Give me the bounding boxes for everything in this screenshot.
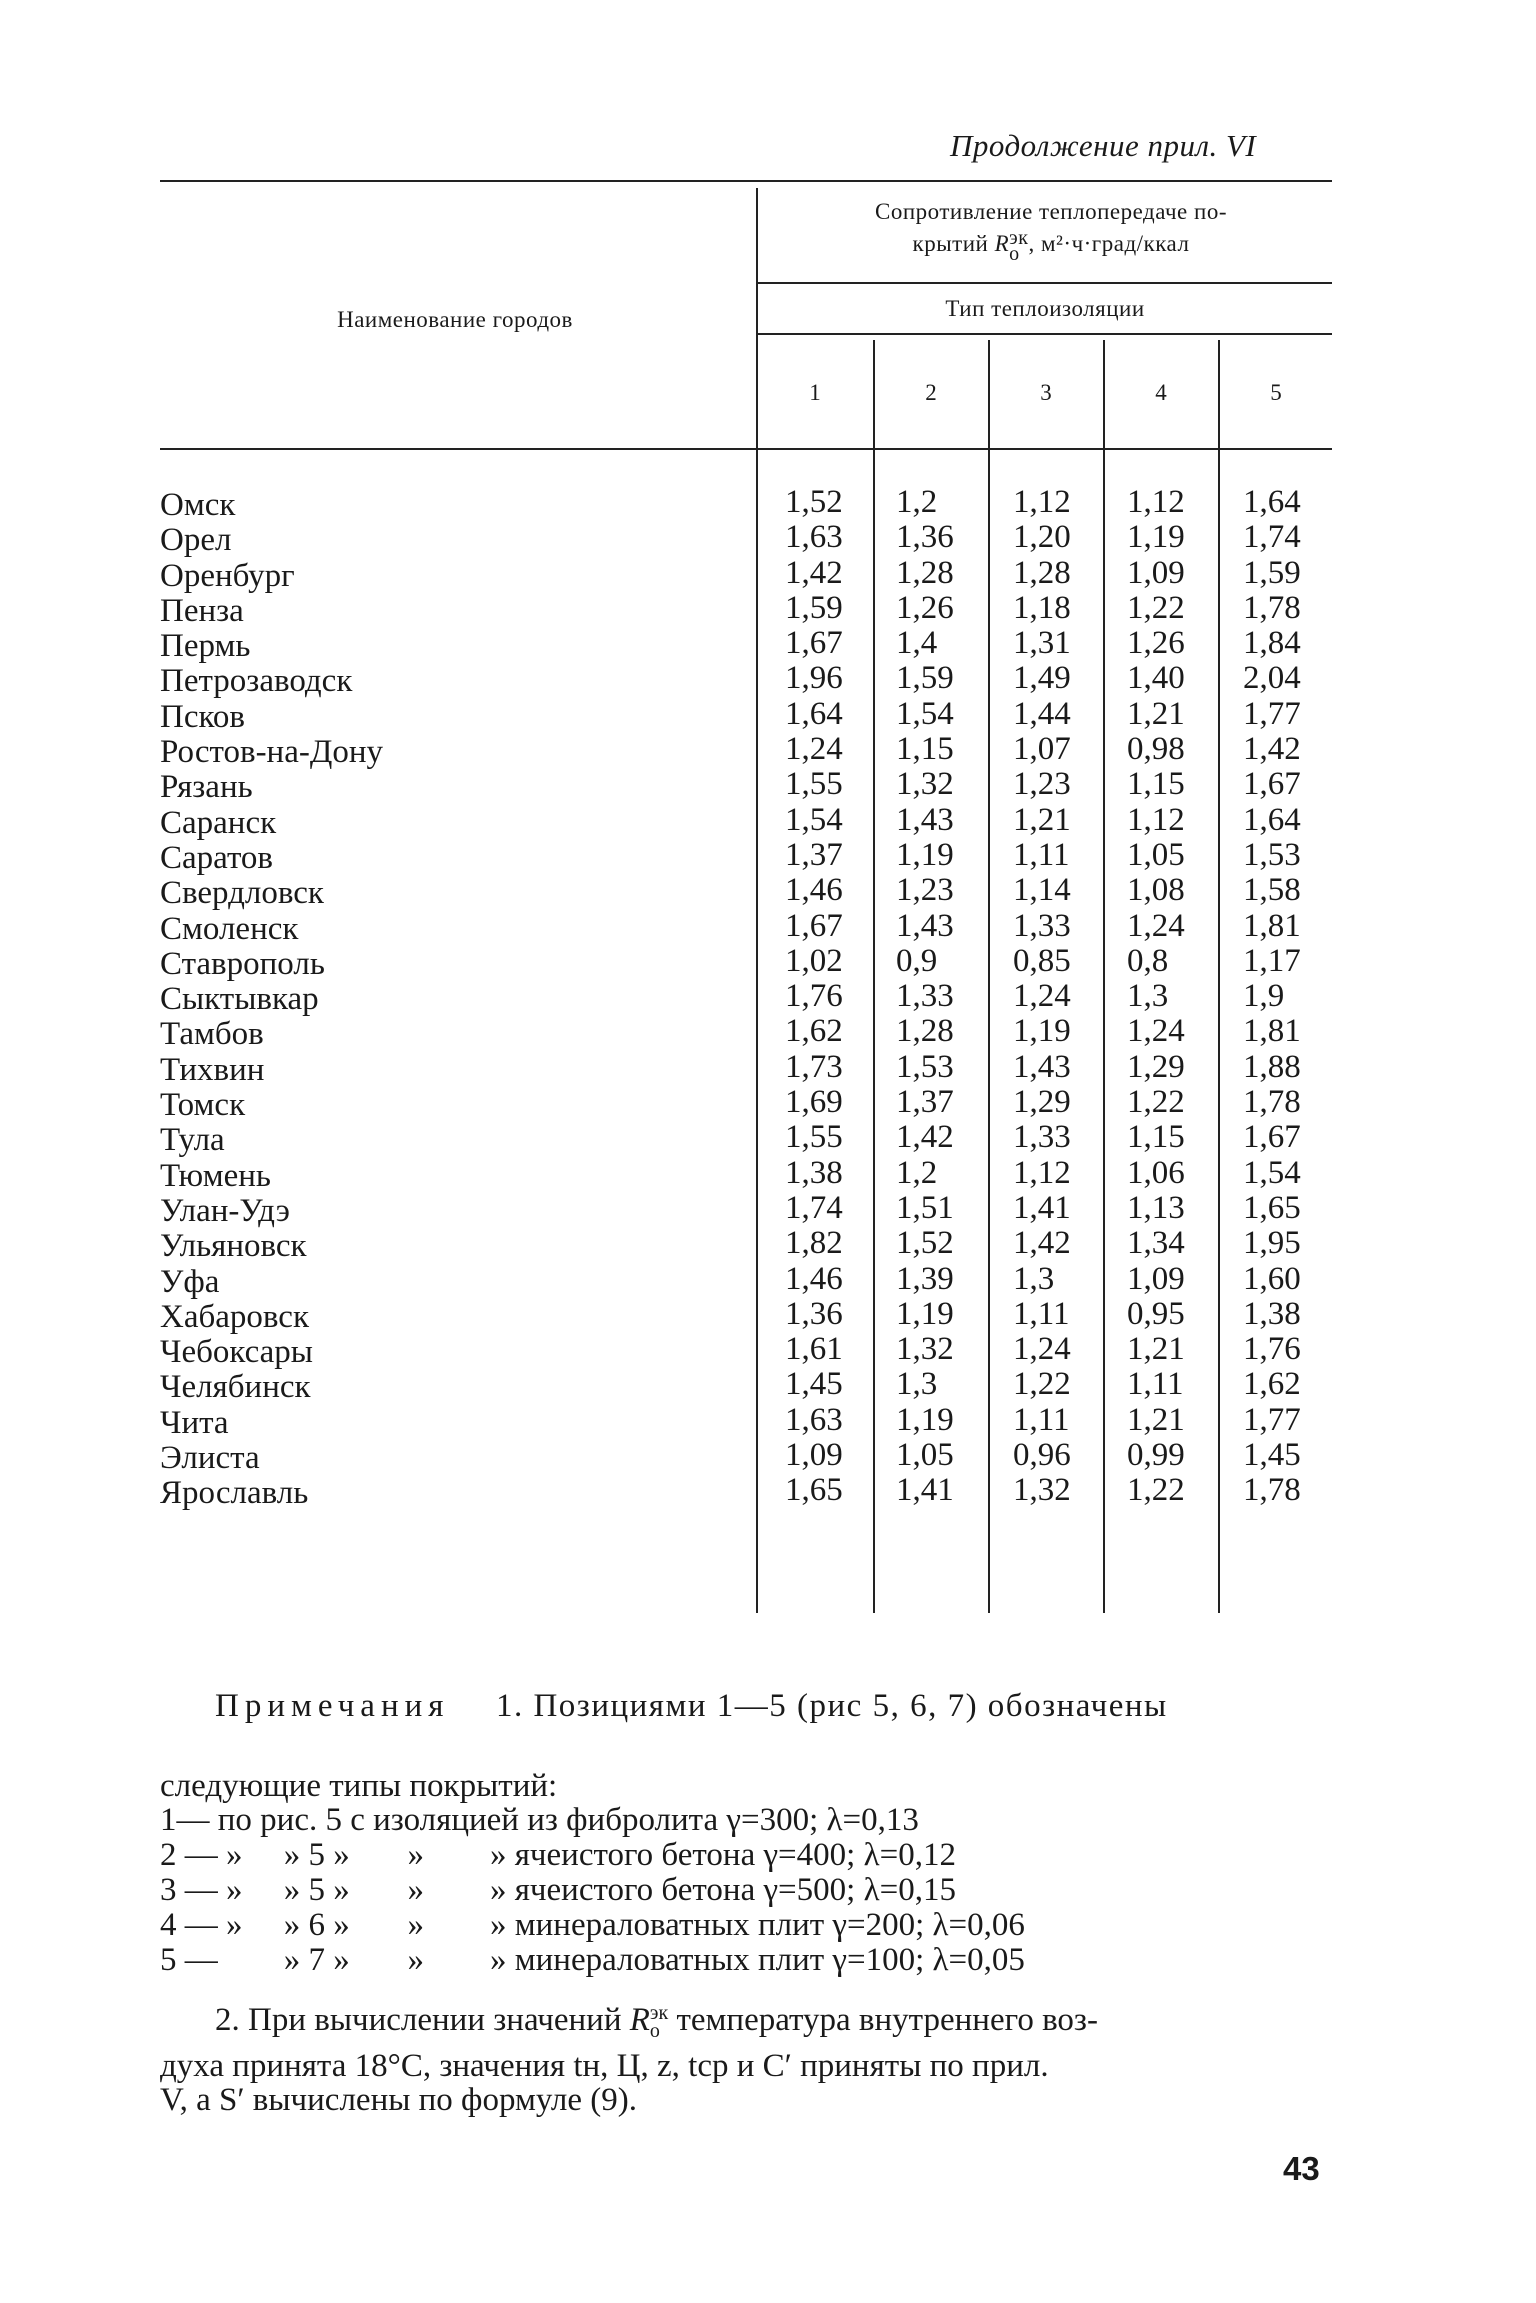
table-cell: 1,78 xyxy=(1243,589,1301,626)
table-cell: 1,12 xyxy=(1013,1154,1071,1191)
table-cell: 1,54 xyxy=(896,695,954,732)
city-name: Тула xyxy=(160,1122,225,1159)
note2-resistance-sub: о xyxy=(649,2020,660,2043)
table-cell: 1,12 xyxy=(1013,484,1071,520)
table-cell: 0,8 xyxy=(1127,942,1169,979)
column-number-3: 3 xyxy=(1040,380,1052,405)
table-cell: 1,19 xyxy=(1013,1013,1071,1050)
table-cell: 1,22 xyxy=(1127,1472,1185,1509)
values-column-4 xyxy=(1127,485,1185,1509)
city-name: Тамбов xyxy=(160,1016,264,1053)
table-vline-1 xyxy=(873,340,875,1613)
table-cell: 1,78 xyxy=(1243,1472,1301,1509)
table-cell: 1,09 xyxy=(785,1437,843,1474)
table-cell: 1,64 xyxy=(1243,801,1301,838)
note2-resistance-symbol: R xyxy=(629,2002,650,2038)
table-cell: 1,31 xyxy=(1013,625,1071,662)
table-cell: 1,52 xyxy=(896,1225,954,1262)
table-cell: 1,17 xyxy=(1243,942,1301,979)
table-cell: 1,09 xyxy=(1127,1260,1185,1297)
table-cell: 1,11 xyxy=(1013,1295,1070,1332)
table-cell: 1,55 xyxy=(785,1119,843,1156)
table-cell: 1,28 xyxy=(896,1013,954,1050)
table-cell: 1,76 xyxy=(1243,1331,1301,1368)
city-name: Псков xyxy=(160,698,245,735)
table-cell: 1,21 xyxy=(1127,695,1185,732)
table-cell: 1,12 xyxy=(1127,484,1185,520)
table-cell: 1,54 xyxy=(785,801,843,838)
city-name: Оренбург xyxy=(160,557,295,594)
table-cell: 1,15 xyxy=(1127,766,1185,803)
note1-intro: 1. Позициями 1—5 (рис 5, 6, 7) обозначены xyxy=(495,1688,1168,1724)
table-cell: 1,3 xyxy=(1013,1260,1055,1297)
note2-line2: духа принята 18°С, значения tн, Ц, z, tср и С′ приняты по прил. xyxy=(160,2048,1049,2084)
table-cell: 1,37 xyxy=(896,1084,954,1121)
table-cell: 1,67 xyxy=(1243,766,1301,803)
note2-resistance-sup: эк xyxy=(649,2002,669,2025)
table-cell: 1,43 xyxy=(1013,1048,1071,1085)
table-cell: 1,22 xyxy=(1127,1084,1185,1121)
table-cell: 1,19 xyxy=(1127,519,1185,556)
resistance-header xyxy=(770,195,1332,265)
table-cell: 1,59 xyxy=(785,589,843,626)
table-cell: 1,20 xyxy=(1013,519,1071,556)
resistance-symbol: R xyxy=(994,231,1010,256)
city-name: Пенза xyxy=(160,592,244,629)
table-cell: 1,67 xyxy=(785,907,843,944)
city-name: Хабаровск xyxy=(160,1298,309,1335)
table-cell: 1,08 xyxy=(1127,872,1185,909)
table-cell: 1,82 xyxy=(785,1225,843,1262)
table-cell: 1,84 xyxy=(1243,625,1301,662)
table-cell: 1,32 xyxy=(896,766,954,803)
table-vline-2 xyxy=(988,340,990,1613)
table-cell: 1,74 xyxy=(785,1189,843,1226)
city-name: Чита xyxy=(160,1404,229,1441)
table-cell: 1,34 xyxy=(1127,1225,1185,1262)
values-column-2 xyxy=(896,485,954,1509)
table-cell: 1,64 xyxy=(1243,484,1301,520)
note2-part2: температура внутреннего воз- xyxy=(676,2002,1098,2038)
table-cell: 1,41 xyxy=(1013,1189,1071,1226)
table-cell: 1,43 xyxy=(896,801,954,838)
table-cell: 1,44 xyxy=(1013,695,1071,732)
values-column-5 xyxy=(1243,485,1301,1509)
table-cell: 1,63 xyxy=(785,519,843,556)
table-cell: 1,26 xyxy=(1127,625,1185,662)
table-cell: 1,24 xyxy=(1013,1331,1071,1368)
table-cell: 1,73 xyxy=(785,1048,843,1085)
table-cell: 0,85 xyxy=(1013,942,1071,979)
table-cell: 1,2 xyxy=(896,484,938,520)
resistance-header-line2 xyxy=(770,226,1332,265)
note-item-5: 5 — » 7 » » » минераловатных плит γ=100; λ=0,05 xyxy=(160,1942,1025,1978)
table-cell: 0,9 xyxy=(896,942,938,979)
table-vline-3 xyxy=(1103,340,1105,1613)
table-cell: 1,45 xyxy=(785,1366,843,1403)
table-cell: 1,33 xyxy=(1013,907,1071,944)
table-cell: 1,64 xyxy=(785,695,843,732)
table-cell: 1,42 xyxy=(896,1119,954,1156)
table-cell: 1,21 xyxy=(1127,1401,1185,1438)
table-cell: 1,54 xyxy=(1243,1154,1301,1191)
city-name: Ростов-на-Дону xyxy=(160,734,384,771)
table-cell: 1,88 xyxy=(1243,1048,1301,1085)
header-rule-2 xyxy=(758,333,1332,335)
table-cell: 1,45 xyxy=(1243,1437,1301,1474)
table-cell: 1,55 xyxy=(785,766,843,803)
table-top-rule xyxy=(160,180,1332,182)
table-cell: 1,38 xyxy=(1243,1295,1301,1332)
table-cell: 1,63 xyxy=(785,1401,843,1438)
table-cell: 0,99 xyxy=(1127,1437,1185,1474)
header-rule-1 xyxy=(758,282,1332,284)
note-item-4: 4 — » » 6 » » » минераловатных плит γ=200; λ=0,06 xyxy=(160,1907,1025,1943)
table-cell: 1,67 xyxy=(785,625,843,662)
city-name: Ульяновск xyxy=(160,1228,307,1265)
table-cell: 0,98 xyxy=(1127,731,1185,768)
city-name: Элиста xyxy=(160,1440,260,1477)
table-cell: 1,24 xyxy=(785,731,843,768)
table-cell: 1,40 xyxy=(1127,660,1185,697)
table-cell: 1,22 xyxy=(1013,1366,1071,1403)
table-header-bottom-rule xyxy=(160,448,1332,450)
table-cell: 1,39 xyxy=(896,1260,954,1297)
table-cell: 1,13 xyxy=(1127,1189,1185,1226)
table-cell: 1,32 xyxy=(1013,1472,1071,1509)
table-cell: 1,61 xyxy=(785,1331,843,1368)
table-cell: 1,29 xyxy=(1127,1048,1185,1085)
values-column-3 xyxy=(1013,485,1071,1509)
table-cell: 1,05 xyxy=(1127,836,1185,873)
city-name: Смоленск xyxy=(160,910,299,947)
table-cell: 1,28 xyxy=(1013,554,1071,591)
table-cell: 1,77 xyxy=(1243,1401,1301,1438)
table-cell: 0,96 xyxy=(1013,1437,1071,1474)
table-cell: 1,74 xyxy=(1243,519,1301,556)
table-cell: 1,42 xyxy=(785,554,843,591)
table-cell: 1,28 xyxy=(896,554,954,591)
table-cell: 1,23 xyxy=(1013,766,1071,803)
table-cell: 1,53 xyxy=(896,1048,954,1085)
table-cell: 1,11 xyxy=(1127,1366,1184,1403)
table-cell: 1,81 xyxy=(1243,907,1301,944)
note-item-1: 1— по рис. 5 с изоляцией из фибролита γ=300; λ=0,13 xyxy=(160,1802,919,1838)
city-name: Чебоксары xyxy=(160,1334,313,1371)
column-number-2: 2 xyxy=(925,380,937,405)
note1-continuation: следующие типы покрытий: xyxy=(160,1768,558,1804)
note2-line3: V, а S′ вычислены по формуле (9). xyxy=(160,2082,637,2118)
city-name: Орел xyxy=(160,522,232,559)
table-cell: 1,29 xyxy=(1013,1084,1071,1121)
table-cell: 1,58 xyxy=(1243,872,1301,909)
table-cell: 1,06 xyxy=(1127,1154,1185,1191)
table-cell: 1,65 xyxy=(785,1472,843,1509)
table-cell: 1,19 xyxy=(896,1401,954,1438)
resistance-header-line1: Сопротивление теплопередаче по- xyxy=(875,199,1227,224)
city-name: Петрозаводск xyxy=(160,663,353,700)
table-cell: 1,19 xyxy=(896,836,954,873)
table-cell: 1,69 xyxy=(785,1084,843,1121)
table-cell: 1,3 xyxy=(1127,978,1169,1015)
table-cell: 1,46 xyxy=(785,1260,843,1297)
city-name: Томск xyxy=(160,1087,246,1124)
city-name: Сыктывкар xyxy=(160,981,319,1018)
city-name: Тюмень xyxy=(160,1157,271,1194)
table-cell: 1,60 xyxy=(1243,1260,1301,1297)
page-number: 43 xyxy=(1283,2150,1320,2187)
table-cell: 1,26 xyxy=(896,589,954,626)
table-cell: 1,24 xyxy=(1127,907,1185,944)
table-cell: 1,33 xyxy=(1013,1119,1071,1156)
table-cell: 1,24 xyxy=(1127,1013,1185,1050)
table-cell: 1,24 xyxy=(1013,978,1071,1015)
table-cell: 1,22 xyxy=(1127,589,1185,626)
resistance-sub: о xyxy=(1009,242,1020,265)
table-cell: 1,59 xyxy=(1243,554,1301,591)
city-name: Саратов xyxy=(160,839,274,876)
city-name: Улан-Удэ xyxy=(160,1192,290,1229)
city-name: Рязань xyxy=(160,769,253,806)
resistance-units: , м²·ч·град/ккал xyxy=(1028,231,1190,256)
table-cell: 1,07 xyxy=(1013,731,1071,768)
city-name: Уфа xyxy=(160,1263,220,1300)
table-cell: 1,43 xyxy=(896,907,954,944)
table-cell: 1,42 xyxy=(1013,1225,1071,1262)
table-cell: 1,12 xyxy=(1127,801,1185,838)
city-list xyxy=(160,488,383,1512)
table-cell: 2,04 xyxy=(1243,660,1301,697)
city-column-header: Наименование городов xyxy=(337,307,573,332)
table-cell: 0,95 xyxy=(1127,1295,1185,1332)
table-cell: 1,38 xyxy=(785,1154,843,1191)
insulation-type-header: Тип теплоизоляции xyxy=(945,296,1145,321)
table-cell: 1,09 xyxy=(1127,554,1185,591)
resistance-header-pre: крытий xyxy=(912,231,989,256)
table-cell: 1,23 xyxy=(896,872,954,909)
table-cell: 1,32 xyxy=(896,1331,954,1368)
table-cell: 1,81 xyxy=(1243,1013,1301,1050)
note-item-3: 3 — » » 5 » » » ячеистого бетона γ=500; λ=0,15 xyxy=(160,1872,956,1908)
table-cell: 1,42 xyxy=(1243,731,1301,768)
table-cell: 1,05 xyxy=(896,1437,954,1474)
note-item-2: 2 — » » 5 » » » ячеистого бетона γ=400; λ=0,12 xyxy=(160,1837,956,1873)
values-column-1 xyxy=(785,485,843,1509)
table-cell: 1,36 xyxy=(896,519,954,556)
table-cell: 1,11 xyxy=(1013,1401,1070,1438)
table-cell: 1,78 xyxy=(1243,1084,1301,1121)
table-cell: 1,37 xyxy=(785,836,843,873)
city-name: Омск xyxy=(160,487,236,523)
column-number-4: 4 xyxy=(1155,380,1167,405)
city-name: Челябинск xyxy=(160,1369,311,1406)
table-cell: 1,15 xyxy=(896,731,954,768)
table-cell: 1,62 xyxy=(785,1013,843,1050)
table-cell: 1,67 xyxy=(1243,1119,1301,1156)
column-number-1: 1 xyxy=(809,380,821,405)
table-vline-4 xyxy=(1218,340,1220,1613)
table-cell: 1,53 xyxy=(1243,836,1301,873)
table-cell: 1,76 xyxy=(785,978,843,1015)
notes-heading-line xyxy=(215,1688,1168,1725)
table-cell: 1,77 xyxy=(1243,695,1301,732)
table-cell: 1,49 xyxy=(1013,660,1071,697)
city-name: Пермь xyxy=(160,628,251,665)
table-cell: 1,3 xyxy=(896,1366,938,1403)
table-cell: 1,19 xyxy=(896,1295,954,1332)
table-cell: 1,65 xyxy=(1243,1189,1301,1226)
table-cell: 1,59 xyxy=(896,660,954,697)
table-cell: 1,51 xyxy=(896,1189,954,1226)
table-cell: 1,46 xyxy=(785,872,843,909)
table-cell: 1,21 xyxy=(1013,801,1071,838)
table-cell: 1,2 xyxy=(896,1154,938,1191)
table-cell: 1,15 xyxy=(1127,1119,1185,1156)
table-cell: 1,95 xyxy=(1243,1225,1301,1262)
table-cell: 1,62 xyxy=(1243,1366,1301,1403)
table-cell: 1,96 xyxy=(785,660,843,697)
city-name: Тихвин xyxy=(160,1051,265,1088)
table-cell: 1,02 xyxy=(785,942,843,979)
table-vline-0 xyxy=(756,188,758,1613)
table-cell: 1,9 xyxy=(1243,978,1285,1015)
city-name: Ярославль xyxy=(160,1475,309,1512)
resistance-sup: эк xyxy=(1009,226,1029,249)
table-cell: 1,11 xyxy=(1013,836,1070,873)
note2-part1: 2. При вычислении значений xyxy=(215,2002,622,2038)
table-cell: 1,14 xyxy=(1013,872,1071,909)
city-name: Свердловск xyxy=(160,875,324,912)
continuation-title: Продолжение прил. VI xyxy=(950,128,1257,163)
city-name: Саранск xyxy=(160,804,277,841)
notes-label: Примечания xyxy=(215,1688,450,1724)
table-cell: 1,4 xyxy=(896,625,938,662)
table-cell: 1,33 xyxy=(896,978,954,1015)
column-number-5: 5 xyxy=(1270,380,1282,405)
table-cell: 1,36 xyxy=(785,1295,843,1332)
table-cell: 1,41 xyxy=(896,1472,954,1509)
note2-line1 xyxy=(215,2002,1098,2043)
city-name: Ставрополь xyxy=(160,945,325,982)
table-cell: 1,21 xyxy=(1127,1331,1185,1368)
table-cell: 1,52 xyxy=(785,484,843,520)
table-cell: 1,18 xyxy=(1013,589,1071,626)
